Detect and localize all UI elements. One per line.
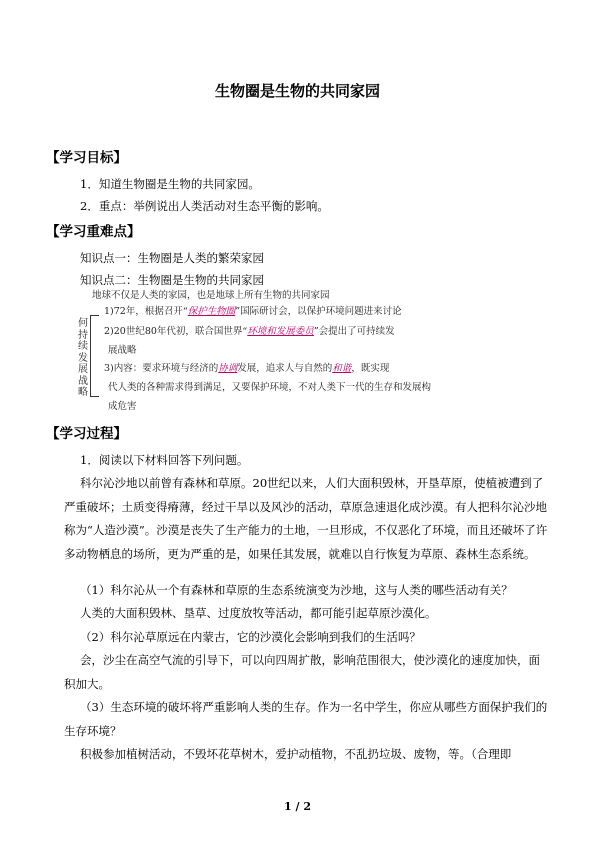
sub-question: （2）科尔沁草原远在内蒙古，它的沙漠化会影响到我们的生活吗？ (80, 630, 421, 644)
section-keypoints-heading: 【学习重难点】 (46, 224, 141, 240)
note-line: 展战略 (108, 345, 137, 356)
sub-question: （1）科尔沁从一个有森林和草原的生态系统演变为沙地，这与人类的哪些活动有关？ (80, 583, 513, 597)
fill-answer: 保护生物圈 (187, 306, 236, 317)
note-line: 成危害 (108, 401, 137, 412)
page-number: 1 / 2 (284, 800, 311, 813)
knowledge-point: 知识点一：生物圈是人类的繁荣家园 (80, 251, 264, 265)
sub-answer: 会，沙尘在高空气流的引导下，可以向四周扩散，影响范围很大，使沙漠化的速度加快，面积加大。 (64, 653, 540, 691)
note-line: 1)72年，根据召开“保护生物圈”国际研讨会，以保护环境问题进来讨论 (104, 306, 402, 317)
process-question: 1．阅读以下材料回答下列问题。 (80, 453, 249, 467)
sub-question: （3）生态环境的破坏将严重影响人类的生存。作为一名中学生，你应从哪些方面保护我们的生存环境？ (64, 700, 548, 738)
reading-material: 科尔沁沙地以前曾有森林和草原。20世纪以来，人们大面积毁林，开垦草原，使植被遭到了严重破坏；土质变得瘠薄，经过干旱以及风沙的活动，草原急速退化成沙漠。有人把科尔沁沙地称为“人造沙漠”。沙漠是丧失了生产能力的土地，一旦形成，不仅恶化了环境，而且还破坏了许多动物栖息的场所，更为严重的是，如果任其发展，就难以自行恢复为草原、森林生态系统。 (64, 476, 548, 561)
vertical-label: 何持续发展战略 (78, 318, 88, 398)
knowledge-point: 知识点二：生物圈是生物的共同家园 (80, 273, 264, 287)
page-title: 生物圈是生物的共同家园 (214, 82, 380, 100)
fill-answer: 和谐 (332, 363, 352, 374)
goal-item: 1．知道生物圈是生物的共同家园。 (80, 177, 260, 191)
sub-answer: 积极参加植树活动，不毁坏花草树木，爱护动植物，不乱扔垃圾、废物，等。（合理即 (80, 747, 512, 761)
note-line: 3)内容：要求环境与经济的协调发展，追求人与自然的和谐，既实现 (104, 363, 390, 374)
goal-item: 2．重点：举例说出人类活动对生态平衡的影响。 (80, 199, 329, 213)
note-line: 地球不仅是人类的家园，也是地球上所有生物的共同家园 (92, 290, 330, 301)
section-goals-heading: 【学习目标】 (46, 150, 127, 166)
note-line: 2)20世纪80年代初，联合国世界“环境和发展委员”会提出了可持续发 (104, 326, 395, 337)
section-process-heading: 【学习过程】 (46, 426, 127, 442)
fill-answer: 协调 (218, 363, 238, 374)
sub-answer: 人类的大面积毁林、垦草、过度放牧等活动，都可能引起草原沙漠化。 (80, 606, 437, 620)
fill-answer: 环境和发展委员 (247, 326, 314, 337)
notes-bracket (90, 315, 99, 397)
note-line: 代人类的各种需求得到满足，又要保护环境，不对人类下一代的生存和发展构 (108, 382, 432, 393)
